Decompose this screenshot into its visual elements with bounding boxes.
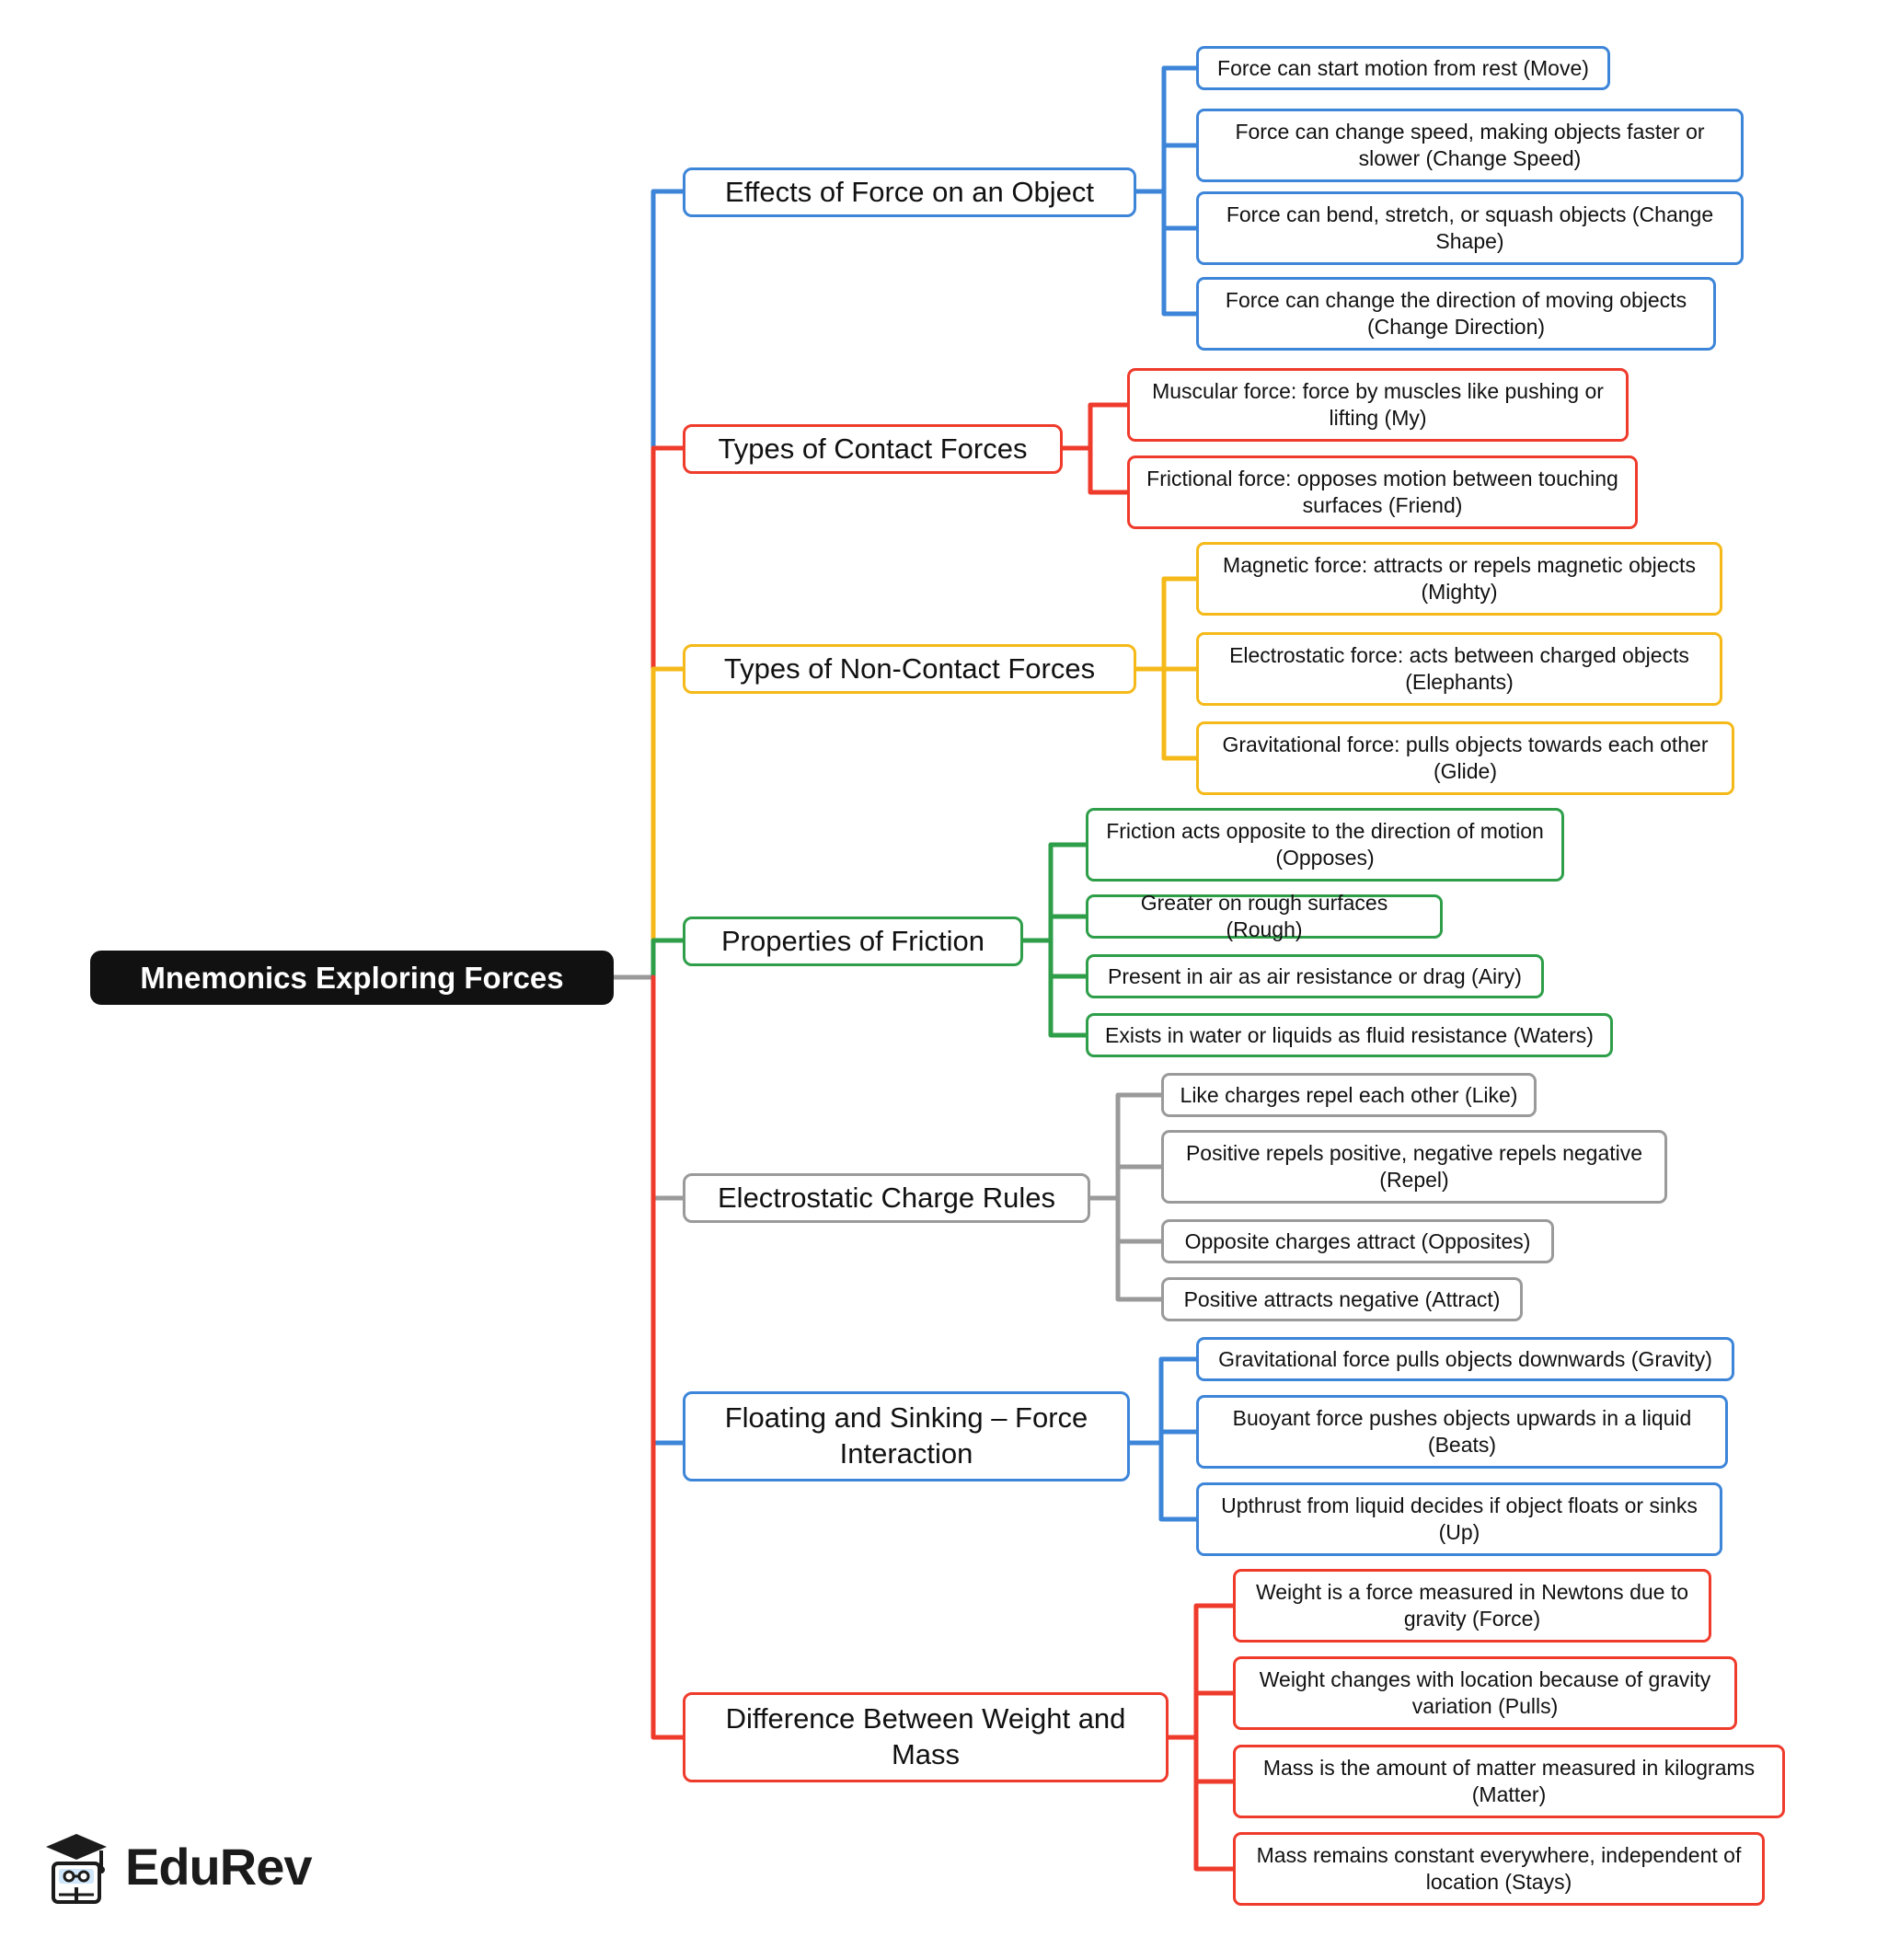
leaf-label: Gravitational force pulls objects downwards (Gravity) (1218, 1346, 1712, 1371)
leaf-node[interactable] (1196, 1395, 1728, 1469)
leaf-label: Mass is the amount of matter measured in kilograms (Matter) (1262, 1756, 1756, 1806)
leaf-label: Frictional force: opposes motion between touching surfaces (Friend) (1146, 467, 1618, 517)
leaf-node[interactable] (1196, 109, 1744, 182)
leaf-node[interactable] (1196, 1337, 1734, 1381)
leaf-label: Weight changes with location because of gravity variation (Pulls) (1259, 1667, 1711, 1718)
leaf-node[interactable] (1233, 1569, 1711, 1643)
leaf-label: Electrostatic force: acts between charged objects (Elephants) (1229, 643, 1689, 694)
leaf-label: Force can change the direction of moving objects (Change Direction) (1225, 288, 1687, 339)
leaf-label: Magnetic force: attracts or repels magnetic objects (Mighty) (1223, 553, 1696, 604)
branch-label: Floating and Sinking – Force Interaction (724, 1401, 1088, 1470)
branch-node-properties-of-friction[interactable] (683, 917, 1023, 966)
branch-label: Types of Contact Forces (718, 432, 1028, 465)
leaf-node[interactable] (1196, 721, 1734, 795)
leaf-label: Like charges repel each other (Like) (1180, 1082, 1518, 1107)
leaf-label: Upthrust from liquid decides if object floats or sinks (Up) (1221, 1493, 1698, 1544)
leaf-node[interactable] (1196, 191, 1744, 265)
leaf-node[interactable] (1233, 1832, 1765, 1906)
leaf-node[interactable] (1233, 1745, 1785, 1818)
leaf-label: Force can bend, stretch, or squash objects (Change Shape) (1226, 202, 1714, 253)
root-node[interactable] (90, 951, 614, 1005)
branch-node-floating-and-sinking[interactable] (683, 1391, 1130, 1482)
leaf-node[interactable] (1161, 1073, 1537, 1117)
leaf-label: Greater on rough surfaces (Rough) (1140, 891, 1388, 941)
edurev-logo (40, 1827, 312, 1906)
leaf-node[interactable] (1196, 277, 1716, 351)
leaf-label: Muscular force: force by muscles like pushing or lifting (My) (1152, 379, 1604, 430)
leaf-label: Force can change speed, making objects faster or slower (Change Speed) (1235, 120, 1705, 170)
branch-node-electrostatic-charge-rules[interactable] (683, 1173, 1090, 1223)
leaf-node[interactable] (1196, 1482, 1722, 1556)
leaf-label: Exists in water or liquids as fluid resistance (Waters) (1105, 1022, 1594, 1047)
leaf-label: Opposite charges attract (Opposites) (1184, 1228, 1531, 1253)
leaf-node[interactable] (1196, 632, 1722, 706)
branch-node-effects-of-force[interactable] (683, 167, 1136, 217)
branch-node-non-contact-forces[interactable] (683, 644, 1136, 694)
edurev-wordmark: EduRev (125, 1837, 312, 1896)
branch-label: Effects of Force on an Object (725, 175, 1094, 208)
leaf-node[interactable] (1161, 1130, 1667, 1204)
leaf-node[interactable] (1127, 455, 1638, 529)
leaf-node[interactable] (1127, 368, 1629, 442)
leaf-node[interactable] (1196, 46, 1610, 90)
leaf-label: Friction acts opposite to the direction of motion (Opposes) (1106, 819, 1544, 870)
leaf-label: Buoyant force pushes objects upwards in a liquid (Beats) (1232, 1406, 1692, 1457)
branch-label: Types of Non-Contact Forces (723, 651, 1096, 685)
branch-label: Properties of Friction (721, 924, 985, 957)
leaf-label: Mass remains constant everywhere, independent of location (Stays) (1256, 1843, 1742, 1894)
leaf-label: Force can start motion from rest (Move) (1217, 55, 1589, 80)
leaf-node[interactable] (1196, 542, 1722, 616)
leaf-node[interactable] (1086, 891, 1443, 941)
graduation-cap-icon (40, 1827, 112, 1906)
leaf-label: Present in air as air resistance or drag (Airy) (1108, 963, 1522, 988)
leaf-label: Positive repels positive, negative repels negative (Repel) (1185, 1141, 1643, 1192)
root-label: Mnemonics Exploring Forces (140, 960, 564, 995)
branch-node-weight-vs-mass[interactable] (683, 1692, 1169, 1782)
leaf-node[interactable] (1086, 1013, 1613, 1057)
leaf-node[interactable] (1086, 808, 1564, 882)
leaf-node[interactable] (1161, 1219, 1554, 1263)
leaf-label: Weight is a force measured in Newtons due to gravity (Force) (1255, 1580, 1689, 1631)
leaf-node[interactable] (1233, 1656, 1737, 1730)
branch-label: Electrostatic Charge Rules (718, 1181, 1055, 1214)
leaf-node[interactable] (1161, 1277, 1523, 1321)
branch-node-contact-forces[interactable] (683, 424, 1063, 474)
leaf-node[interactable] (1086, 954, 1544, 998)
leaf-label: Positive attracts negative (Attract) (1183, 1286, 1501, 1311)
branch-label: Difference Between Weight and Mass (725, 1702, 1126, 1770)
leaf-label: Gravitational force: pulls objects towards each other (Glide) (1222, 732, 1709, 783)
